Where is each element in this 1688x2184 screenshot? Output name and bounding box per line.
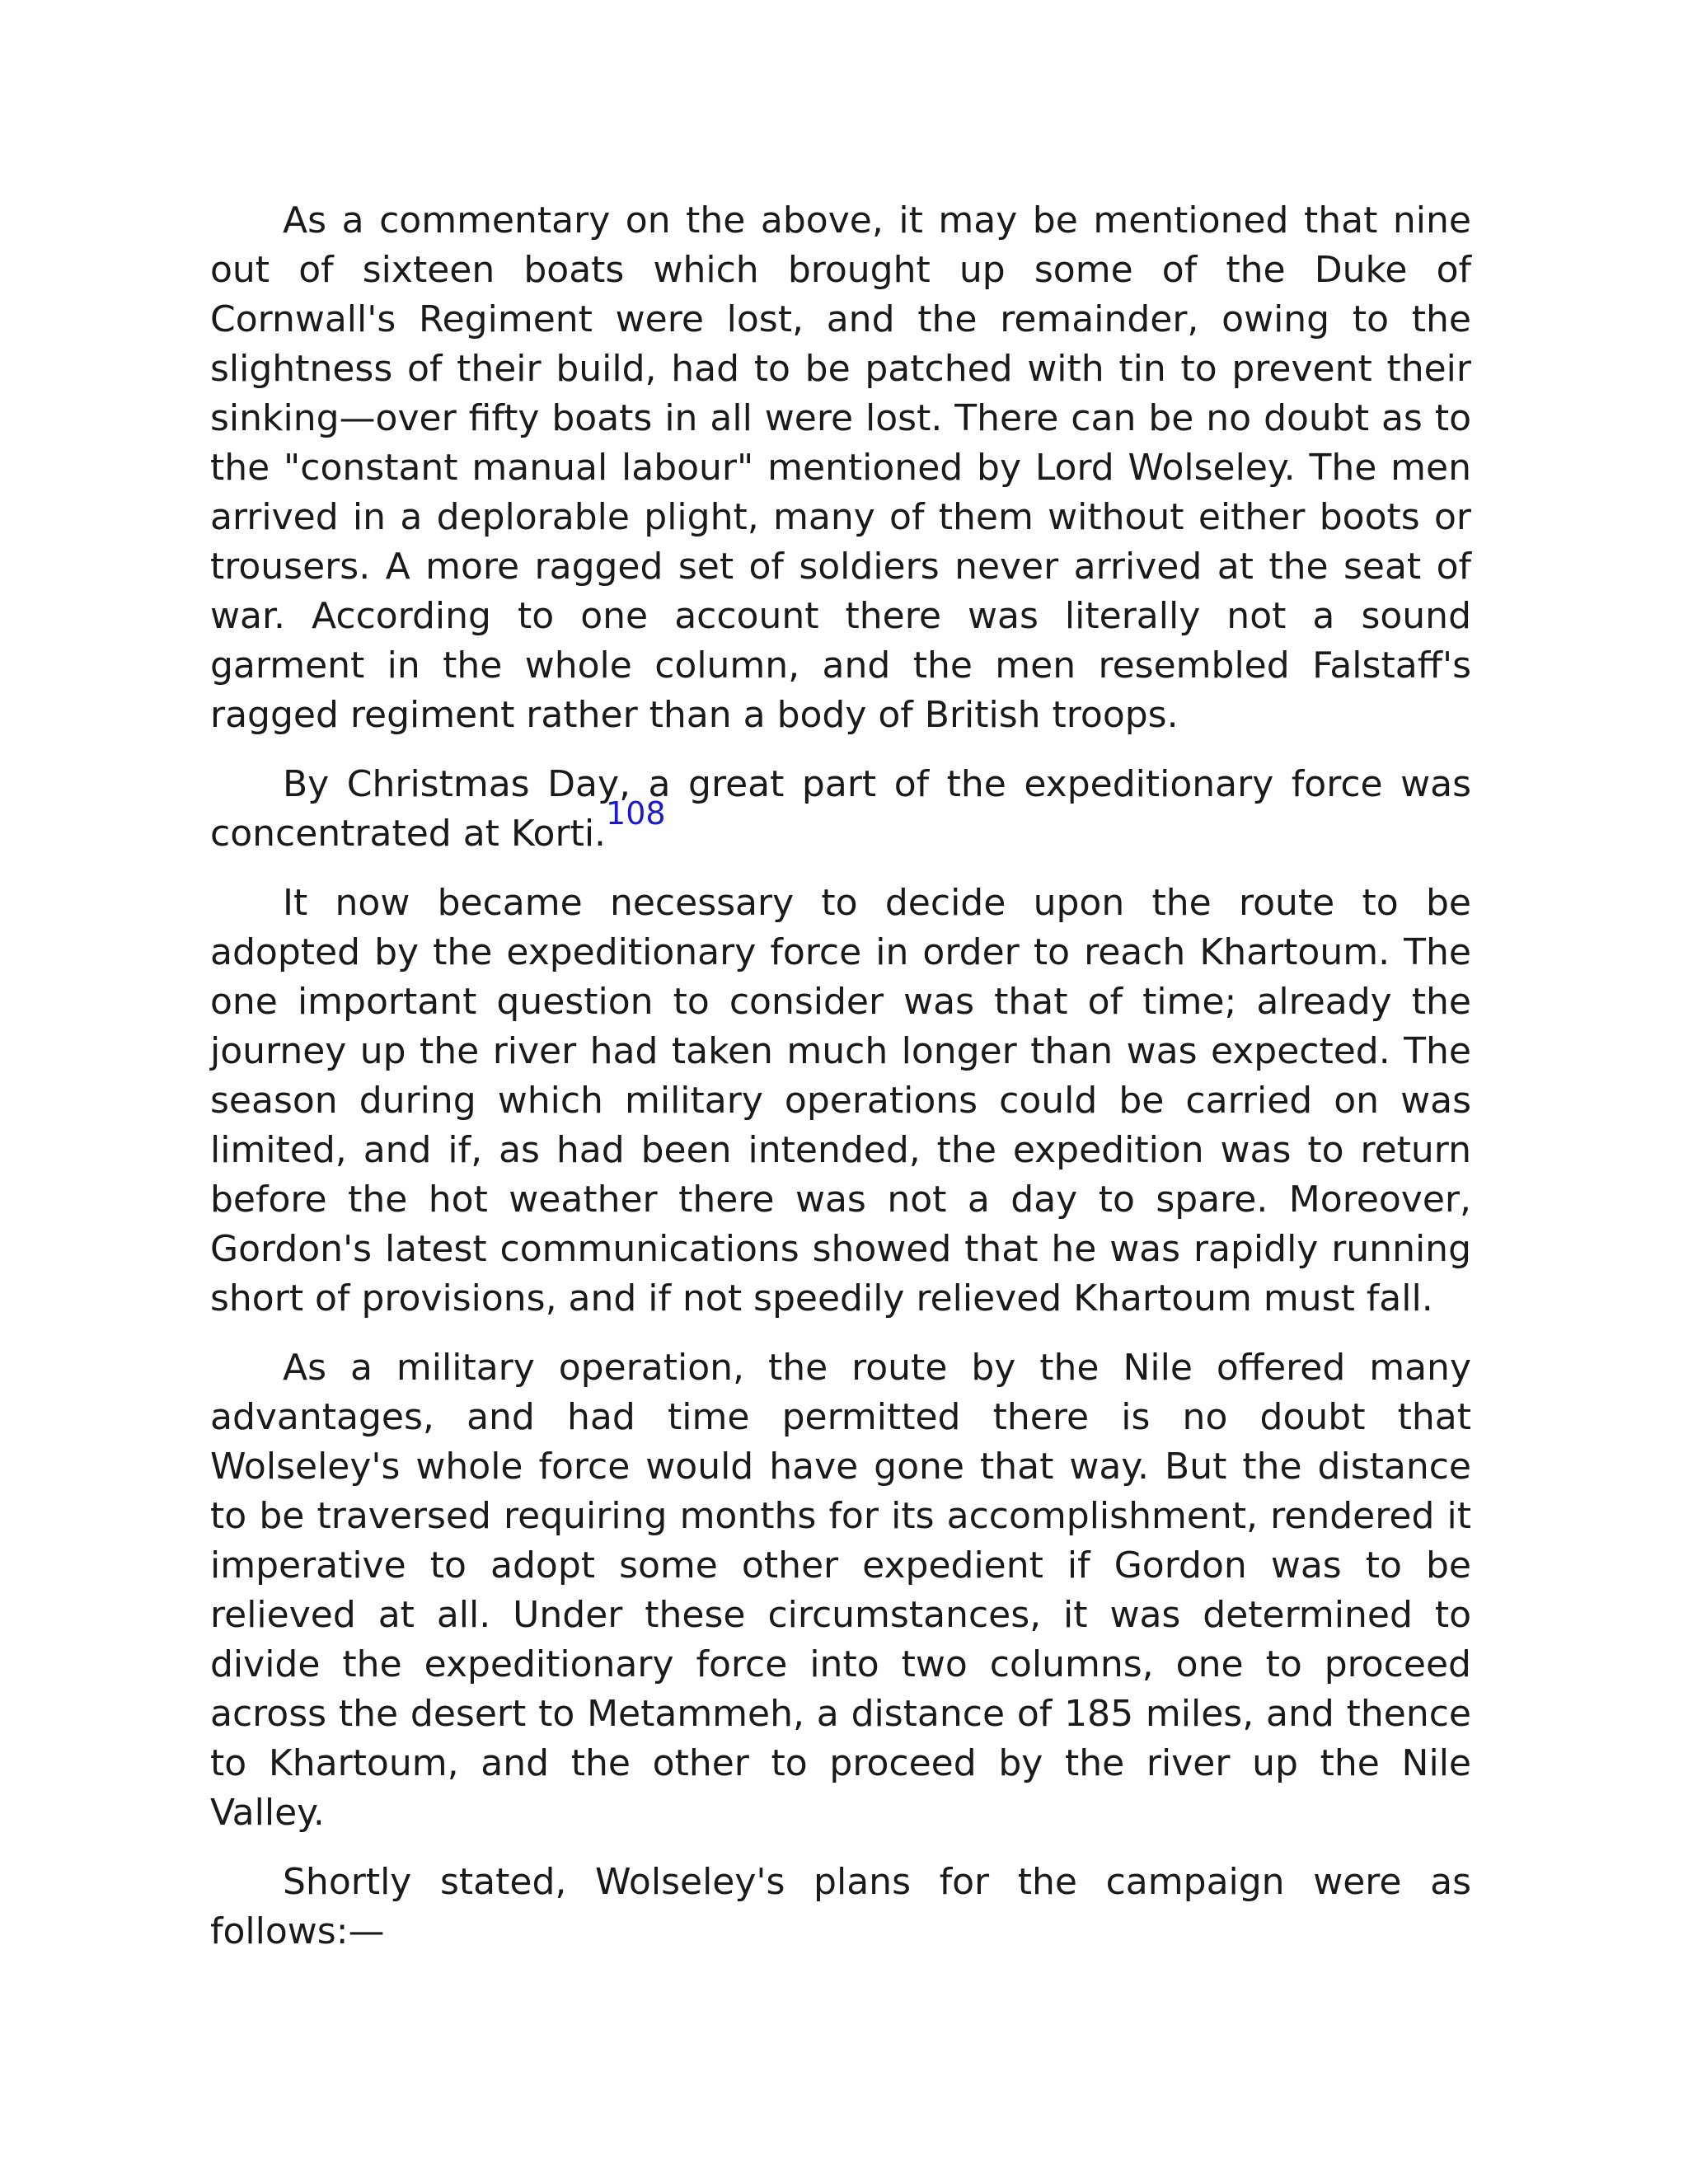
paragraph-route-decision: It now became necessary to decide upon the route to be adopted by the expeditionary force in order to reach Khartoum. The one important question to consider was that of time; already the journey up the river had taken much longer than was expected. The season during which military operations could be carried on was limited, and if, as had been intended, the expedition was to return before the hot weather there was not a day to spare. Moreover, Gordon's latest communications showed that he was rapidly running short of provisions, and if not speedily relieved Khartoum must fall. <box>210 882 1471 1319</box>
paragraph-christmas-korti <box>210 760 1471 859</box>
paragraph-boats-lost: As a commentary on the above, it may be mentioned that nine out of sixteen boats which brought up some of the Duke of Cornwall's Regiment were lost, and the remainder, owing to the slightness of their build, had to be patched with tin to prevent their sinking—over fifty boats in all were lost. There can be no doubt as to the "constant manual labour" mentioned by Lord Wolseley. The men arrived in a deplorable plight, many of them without either boots or trousers. A more ragged set of soldiers never arrived at the seat of war. According to one account there was literally not a sound garment in the whole column, and the men resembled Falstaff's ragged regiment rather than a body of British troops. <box>210 199 1471 736</box>
paragraph-christmas-korti-text: By Christmas Day, a great part of the expeditionary force was concentrated at Korti. <box>210 763 1471 855</box>
paragraph-campaign-plans: Shortly stated, Wolseley's plans for the campaign were as follows:— <box>210 1861 1471 1952</box>
paragraph-nile-route: As a military operation, the route by the Nile offered many advantages, and had time permitted there is no doubt that Wolseley's whole force would have gone that way. But the distance to be traversed requiring months for its accomplishment, rendered it imperative to adopt some other expedient if Gordon was to be relieved at all. Under these circumstances, it was determined to divide the expeditionary force into two columns, one to proceed across the desert to Metammeh, a distance of 185 miles, and thence to Khartoum, and the other to proceed by the river up the Nile Valley. <box>210 1347 1471 1834</box>
page-body <box>210 196 1471 1976</box>
footnote-link-108[interactable]: 108 <box>606 795 666 832</box>
